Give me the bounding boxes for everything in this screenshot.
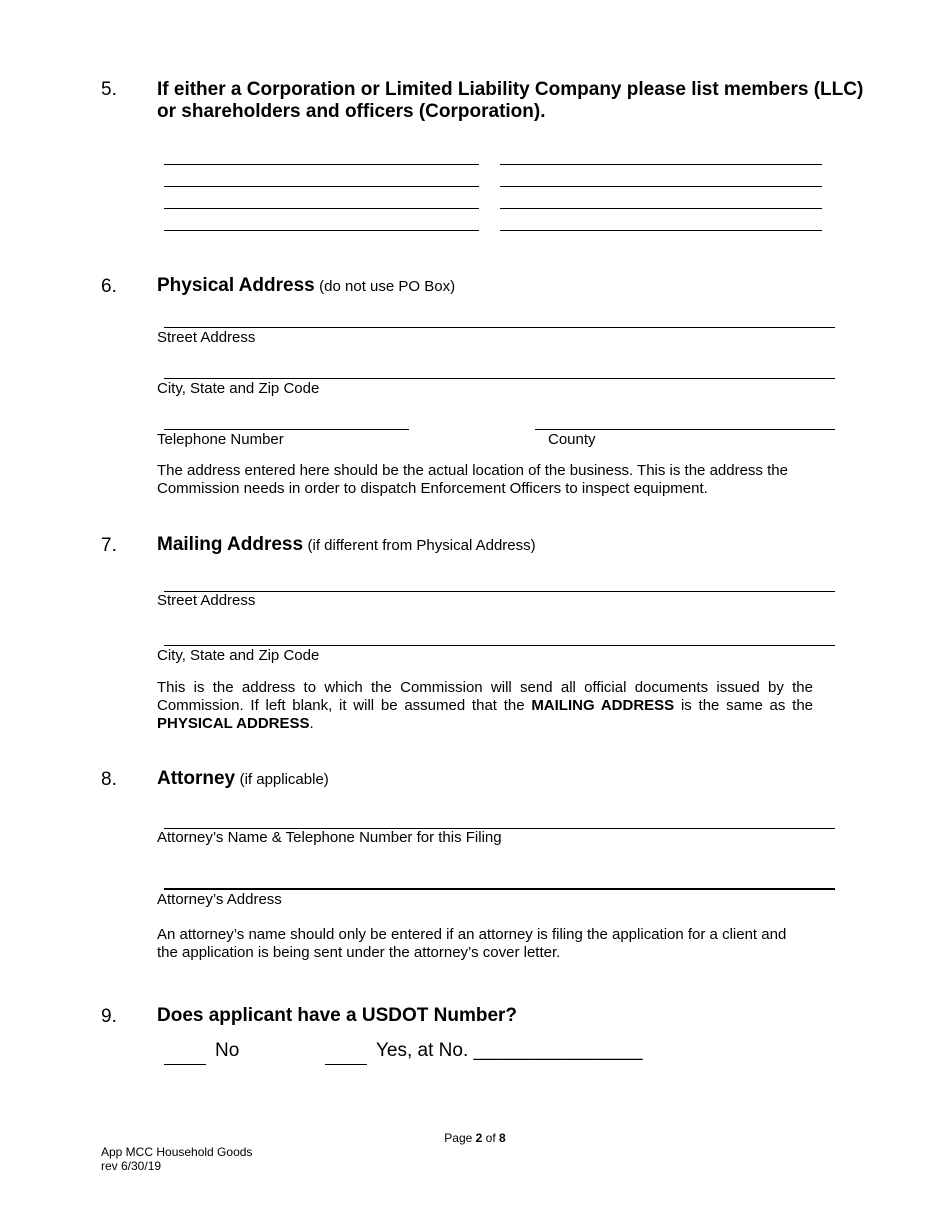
telephone-label: Telephone Number	[157, 431, 284, 448]
mailing-address-explanation	[157, 679, 813, 733]
section-7-heading	[157, 534, 536, 556]
page-indicator	[0, 1131, 950, 1145]
section-9-heading: Does applicant have a USDOT Number?	[157, 1005, 518, 1026]
mailing-street-field[interactable]	[164, 591, 835, 592]
attorney-explanation-line-2: the application is being sent under the attorney’s cover letter.	[157, 944, 561, 961]
mailing-explanation-text-1: This is the address to which the Commission will send all official documents issued by the Commission. If left blank, it will be assumed that the	[157, 679, 813, 714]
section-5-number: 5.	[101, 79, 117, 100]
section-6-number: 6.	[101, 276, 117, 297]
usdot-yes-label: Yes, at No. ________________	[376, 1040, 643, 1061]
section-8-note: (if applicable)	[239, 771, 329, 788]
member-title-line-4[interactable]	[500, 230, 822, 231]
county-label: County	[548, 431, 596, 448]
member-title-line-3[interactable]	[500, 208, 822, 209]
physical-address-explanation	[157, 462, 813, 498]
mailing-address-emphasis: MAILING ADDRESS	[531, 697, 675, 714]
section-9-number: 9.	[101, 1006, 117, 1027]
physical-address-emphasis: PHYSICAL ADDRESS	[157, 715, 310, 732]
mailing-explanation-text-2: is the same as the	[674, 697, 813, 714]
section-5-heading-line-1: If either a Corporation or Limited Liability Company please list members (LLC)	[157, 79, 864, 100]
usdot-yes-checkbox-line[interactable]	[325, 1064, 367, 1065]
physical-street-field[interactable]	[164, 327, 835, 328]
section-8-heading	[157, 768, 329, 790]
usdot-no-checkbox-line[interactable]	[164, 1064, 206, 1065]
attorney-address-label: Attorney’s Address	[157, 891, 282, 908]
mailing-explanation-text-3: .	[309, 715, 314, 732]
form-identifier	[101, 1145, 252, 1173]
section-7-note: (if different from Physical Address)	[307, 537, 536, 554]
physical-explanation-line-1: The address entered here should be the actual location of the business. This is the address the	[157, 462, 788, 479]
page-total: 8	[499, 1131, 506, 1145]
member-name-line-2[interactable]	[164, 186, 479, 187]
form-revision: rev 6/30/19	[101, 1159, 162, 1173]
physical-city-label: City, State and Zip Code	[157, 380, 320, 397]
usdot-no-label: No	[215, 1040, 240, 1061]
page-prefix: Page	[444, 1131, 476, 1145]
section-6-note: (do not use PO Box)	[319, 278, 456, 295]
section-6-title: Physical Address	[157, 275, 315, 296]
member-name-line-1[interactable]	[164, 164, 479, 165]
section-6-heading	[157, 275, 455, 297]
mailing-street-label: Street Address	[157, 592, 256, 609]
section-5-heading-line-2: or shareholders and officers (Corporation).	[157, 101, 546, 122]
section-7-number: 7.	[101, 535, 117, 556]
attorney-name-label: Attorney’s Name & Telephone Number for this Filing	[157, 829, 502, 846]
page-current: 2	[475, 1131, 483, 1145]
attorney-explanation-line-1: An attorney’s name should only be entered if an attorney is filing the application for a client and	[157, 926, 787, 943]
page-mid: of	[482, 1131, 500, 1145]
section-5-heading	[157, 79, 863, 123]
section-7-title: Mailing Address	[157, 534, 304, 555]
physical-street-label: Street Address	[157, 329, 256, 346]
attorney-explanation	[157, 926, 813, 962]
member-name-line-4[interactable]	[164, 230, 479, 231]
attorney-address-field[interactable]	[164, 888, 835, 890]
mailing-city-label: City, State and Zip Code	[157, 647, 320, 664]
physical-explanation-line-2: Commission needs in order to dispatch Enforcement Officers to inspect equipment.	[157, 480, 708, 497]
member-name-line-3[interactable]	[164, 208, 479, 209]
section-8-number: 8.	[101, 769, 117, 790]
member-title-line-1[interactable]	[500, 164, 822, 165]
mailing-city-field[interactable]	[164, 645, 835, 646]
telephone-field[interactable]	[164, 429, 409, 430]
physical-city-field[interactable]	[164, 378, 835, 379]
form-name: App MCC Household Goods	[101, 1145, 253, 1159]
member-title-line-2[interactable]	[500, 186, 822, 187]
county-field[interactable]	[535, 429, 835, 430]
section-8-title: Attorney	[157, 768, 236, 789]
